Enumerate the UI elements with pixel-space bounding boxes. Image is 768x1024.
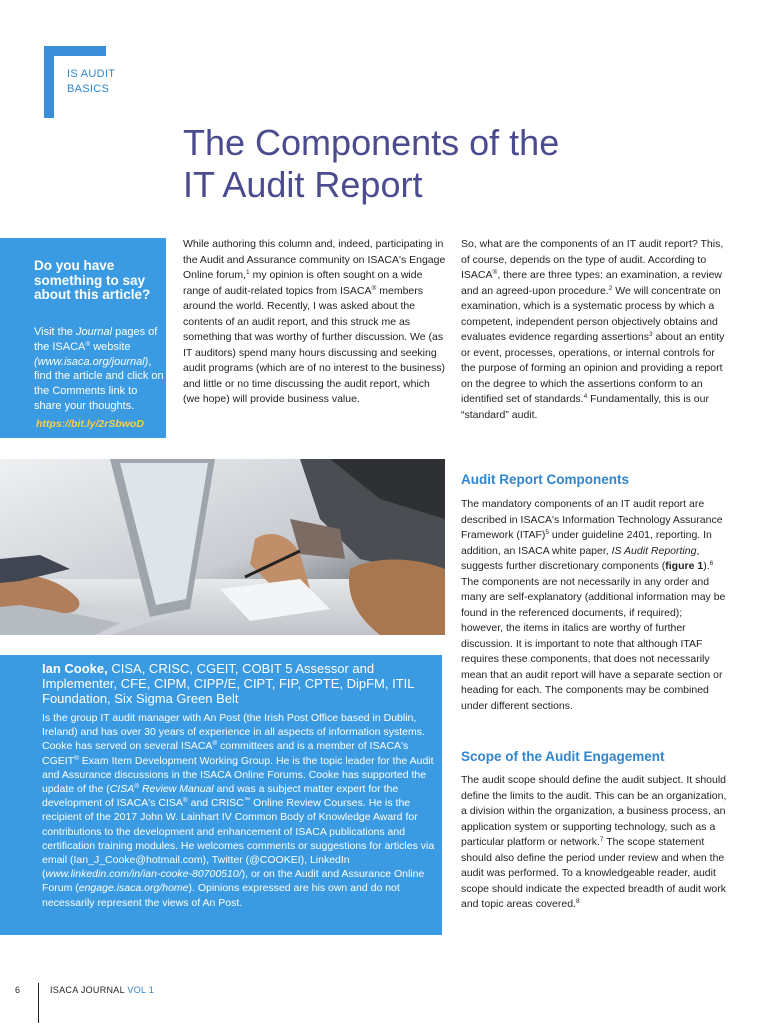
body-text: So, what are the components of an IT audit report? This, of course, depends on the type of audit. According to ISACA: [461, 238, 724, 281]
journal-name: ISACA JOURNAL: [50, 985, 125, 995]
linkedin-url[interactable]: www.linkedin.com/in/ian-cooke-80700510/: [45, 868, 242, 881]
section-heading-scope: Scope of the Audit Engagement: [461, 749, 665, 764]
article-title: [183, 122, 559, 206]
body-text: We will concentrate on examination, which is a systematic process by which a competent, independent person objectively obtains and evaluates evidence regarding assertions: [461, 284, 721, 343]
intro-paragraph: [183, 237, 449, 408]
body-text: , there are three types: an examination, a review and an agreed-upon procedure.: [461, 269, 723, 297]
author-name: Ian Cooke,: [42, 661, 108, 676]
scope-paragraph: [461, 773, 727, 913]
registered-mark: ®: [85, 340, 91, 348]
bio-text: and CRISC: [187, 797, 244, 810]
callout-text: , find the article and click on the Comments link to share your thoughts.: [34, 355, 164, 412]
page-number: 6: [15, 985, 21, 995]
section-tag-bar-horizontal: [44, 46, 106, 56]
callout-journal-url[interactable]: (www.isaca.org/journal): [34, 355, 149, 368]
registered-mark: ®: [74, 754, 79, 762]
publication-title: IS Audit Reporting: [611, 544, 697, 557]
intro-text: members around the world. Recently, I was asked about the contents of an audit report, and this struck me as something that was worthy of further discussion. We (as IT auditors) spend many hours discussing and seeking audit programs (which are of no interest to the business) and little or no time discussing the audit report, which (we hope) will provide business value.: [183, 284, 446, 405]
author-name-line: [42, 661, 434, 706]
body-text: ).: [703, 560, 710, 572]
section-tag-bar-vertical: [44, 46, 54, 118]
body-text: The components are not necessarily in any order and many are self-explanatory (additional information may be found in the referenced documents, if required); however, the items in italics are worthy of further discussion. It is important to note that although ITAF requires these components, that does not necessarily mean that an audit report will have a separate section or heading for each. The components may be combined under different sections.: [461, 575, 726, 712]
registered-mark: ®: [492, 269, 498, 276]
laptop-hands-illustration: [0, 459, 445, 635]
callout-text: Visit the: [34, 326, 76, 338]
bio-text: ), or on the Audit and Assurance Online Forum (: [42, 868, 425, 895]
callout-text: website: [90, 340, 131, 353]
author-credentials: CISA, CRISC, CGEIT, COBIT 5 Assessor and Implementer, CFE, CIPM, CIPP/E, CIPT, FIP, CPTE, DipFM, ITIL Foundation, Six Sigma Green Belt: [42, 661, 415, 706]
types-paragraph: [461, 237, 727, 423]
footer-journal: [50, 985, 154, 995]
intro-text: my opinion is often sought on a wide range of audit-related topics from ISACA: [183, 269, 423, 297]
bio-text: Is the group IT audit manager with An Post (the Irish Post Office based in Dublin, Ireland) and has over 30 years of experience in all aspects of information systems. Cooke has served on several ISACA: [42, 712, 425, 753]
body-text: The mandatory components of an IT audit report are described in ISACA's Information Technology Assurance Framework (ITAF): [461, 498, 723, 541]
footnote-ref: 8: [576, 898, 580, 905]
bio-text: Exam Item Development Working Group. He is the topic leader for the Audit and Assurance discussions in the ISACA Online Forums. Cooke has supported the update of the (: [42, 754, 434, 796]
footnote-ref: 2: [608, 284, 613, 292]
bio-text: committees and is a member of ISACA's CGEIT: [42, 740, 409, 767]
body-text: Fundamentally, this is our “standard” audit.: [461, 393, 709, 421]
section-tag-line2: BASICS: [67, 83, 110, 95]
bio-text: ). Opinions expressed are his own and do not necessarily represent the views of An Post.: [42, 882, 400, 909]
callout-body: [34, 325, 166, 414]
footnote-ref: 4: [583, 393, 588, 400]
callout-text: pages of the ISACA: [34, 326, 158, 353]
body-text: , suggests further discretionary components (: [461, 544, 700, 572]
laptop-photo: [0, 459, 445, 635]
registered-mark: ®: [182, 797, 188, 805]
registered-mark: ®: [212, 740, 218, 748]
publication-title: Review Manual: [139, 783, 214, 796]
publication-title: CISA: [109, 783, 135, 796]
intro-text: While authoring this column and, indeed, participating in the Audit and Assurance community on ISACA's Engage Online forum,: [183, 238, 446, 281]
section-tag-line1: IS AUDIT: [67, 68, 116, 80]
article-title-line2: IT Audit Report: [183, 164, 423, 205]
body-text: under guideline 2401, reporting. In addition, an ISACA white paper,: [461, 529, 712, 557]
figure-reference[interactable]: figure 1: [665, 560, 704, 572]
registered-mark: ®: [371, 284, 377, 292]
footnote-ref: 1: [246, 269, 250, 276]
registered-mark: ®: [134, 783, 140, 791]
footnote-ref: 3: [648, 331, 653, 338]
bio-text: Online Review Courses. He is the recipient of the 2017 John W. Lainhart IV Common Body of Knowledge Award for contributions to the development and enhancement of ISACA publications and certification training modules. He welcomes comments or suggestions for articles via email (Ian_J_Cooke@hotmail.com), Twitter (@COOKEI), LinkedIn (: [42, 797, 435, 881]
footnote-ref: 7: [599, 836, 604, 843]
author-bio: [42, 711, 436, 910]
components-paragraph: [461, 497, 727, 714]
body-text: The audit scope should define the audit subject. It should define the limits to the audit. This can be an organization, a division within the organization, a business process, an application system or supporting technology, such as a particular platform or network.: [461, 774, 727, 848]
section-heading-components: Audit Report Components: [461, 472, 629, 487]
body-text: about an entity or event, processes, operations, or internal controls for the purpose of forming an opinion and providing a report on the degree to which the assertions conform to an identified set of standards.: [461, 331, 725, 405]
callout-journal-word: Journal: [76, 326, 113, 338]
callout-heading: Do you have something to say about this article?: [34, 258, 151, 302]
footnote-ref: 5: [545, 529, 550, 536]
footnote-ref: 6: [709, 560, 714, 567]
journal-volume: VOL 1: [127, 985, 155, 995]
section-tag: [67, 67, 115, 97]
callout-short-link[interactable]: https://bit.ly/2rSbwoD: [36, 418, 144, 430]
footer-divider: [38, 983, 39, 1023]
body-text: The scope statement should also define the period under review and when the audit was performed. To a knowledgeable reader, audit scope should indicate the expected breadth of audit work and topic areas covered.: [461, 836, 727, 910]
trademark-mark: ™: [243, 797, 251, 805]
bio-text: and was a subject matter expert for the development of ISACA's CISA: [42, 783, 399, 810]
article-title-line1: The Components of the: [183, 122, 560, 163]
forum-url[interactable]: engage.isaca.org/home: [78, 882, 189, 895]
